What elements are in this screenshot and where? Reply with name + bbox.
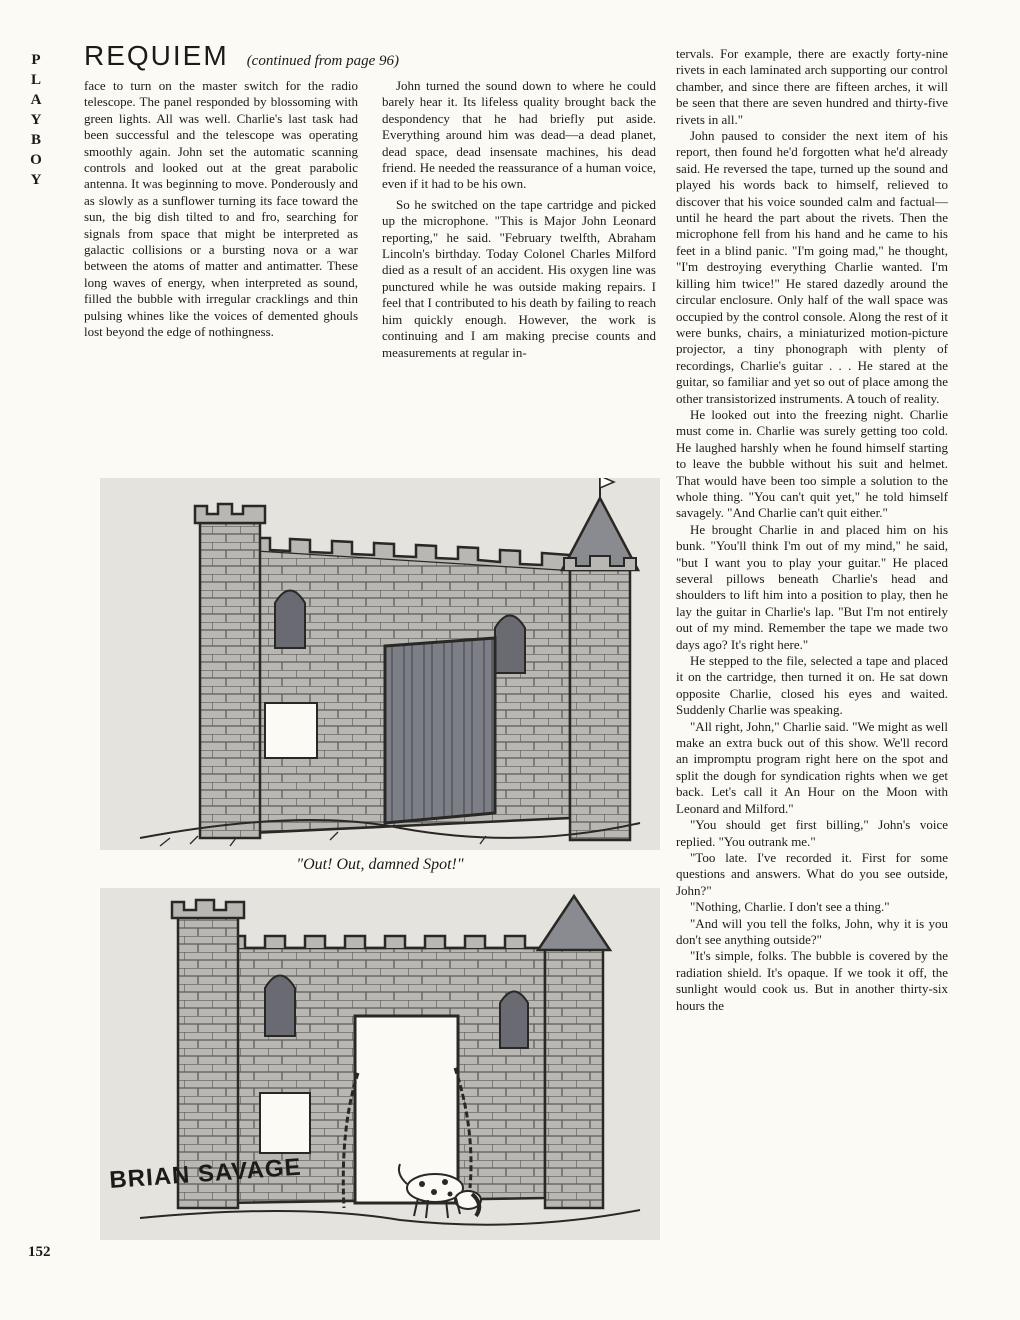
text-column-3	[676, 46, 948, 1014]
paragraph: He brought Charlie in and placed him on his bunk. "You'll think I'm out of my mind," he said, "but I want you to play your guitar." He placed several pillows beneath Charlie's head and shoulders to lift him into a position to play, then he lay the guitar in Charlie's lap. "But I'm not entirely out of my mind. Remember the tape we made two days ago? It's right here."	[676, 521, 948, 652]
paragraph: John paused to consider the next item of his report, then found he'd forgotten what he'd already said. He reversed the tape, turned up the sound and played his words back to himself, relieved to discover that his voice sounded calm and factual—until he heard the part about the rivets. Then the microphone fell from his hand and he came to his feet in a blind panic. "I'm going mad," he thought, "I'm destroying everything Charlie wanted. I'm killing him twice!" He stared dazedly around the circular enclosure. Only half of the wall space was occupied by the control console. Along the rest of it were bunks, chairs, a miniaturized motion-picture projector, a tiny phonograph with plenty of recordings, Charlie's guitar . . . He stared at the guitar, so familiar and yet so out of place among the other transistorized instruments. A touch of reality.	[676, 128, 948, 406]
magazine-name-vertical: P L A Y B O Y	[30, 52, 42, 188]
paragraph: tervals. For example, there are exactly forty-nine rivets in each laminated arch supporting our control chamber, and since there are fifteen arches, it will be seen that there are seven hundred and thirty-five rivets in all."	[676, 46, 948, 127]
article-header	[84, 40, 644, 76]
paragraph: "Nothing, Charlie. I don't see a thing."	[690, 899, 890, 915]
text-column-2	[382, 78, 656, 361]
paragraph: He stepped to the file, selected a tape and placed it on the cartridge, then turned it on. He sat down opposite Charlie, closed his eyes and waited. Suddenly Charlie was speaking.	[676, 653, 948, 718]
text-column-1	[84, 78, 358, 341]
artist-signature: BRIAN SAVAGE	[108, 1153, 303, 1194]
paragraph: "All right, John," Charlie said. "We might as well make an extra buck out of this show. We'll record an impromptu program right here on the spot and split the dough for syndication rights when we get back. Let's call it An Hour on the Moon with Leonard and Milford."	[676, 718, 948, 816]
cartoon-castle-closed-door	[100, 478, 660, 850]
paragraph: John turned the sound down to where he could barely hear it. Its lifeless quality brought back the despondency that he had briefly put aside. Everything around him was dead—a dead planet, dead space, dead insensate machines, his dead friend. He needed the reassurance of a human voice, even if it had to be his own.	[382, 78, 656, 192]
paragraph: "And will you tell the folks, John, why it is you don't see anything outside?"	[676, 915, 948, 947]
paragraph: He looked out into the freezing night. Charlie must come in. Charlie was surely getting too cold. He laughed harshly when he found himself starting to leave the bubble without his suit and helmet. That would have been too simple a solution to the whole thing. "You can't quit yet," he told himself savagely. "And Charlie can't quit either."	[676, 406, 948, 521]
page-number: 152	[28, 1244, 51, 1260]
paragraph: "It's simple, folks. The bubble is covered by the radiation shield. It's opaque. If we took it off, the sunlight would cook us. But in another thirty-six hours the	[676, 948, 948, 1013]
cartoon-castle-open-gate	[100, 888, 660, 1240]
paragraph: "Too late. I've recorded it. First for some questions and answers. What do you see outside, John?"	[676, 849, 948, 898]
paragraph: So he switched on the tape cartridge and picked up the microphone. "This is Major John Leonard reporting," he said. "February twelfth, Abraham Lincoln's birthday. Today Colonel Charles Milford died as a result of an accident. His oxygen line was punctured while he was outside making repairs. I feel that I contributed to his death by failing to reach him quickly enough. However, the work is continuing and I am making precise counts and measurements at regular in-	[382, 196, 656, 360]
continued-note: (continued from page 96)	[246, 53, 400, 69]
paragraph: "You should get first billing," John's voice replied. "You outrank me."	[676, 817, 948, 849]
paragraph: face to turn on the master switch for the radio telescope. The panel responded by blossoming with green lights. All was well. Charlie's last task had been successful and the telescope was operating smoothly again. John set the automatic scanning controls and looked out at the great parabolic antenna. It was beginning to move. Ponderously and as slowly as a sunflower turning its face toward the sun, the big dish tilted to and fro, searching for signals from space that might be interpreted as galactic collisions or a bursting nova or a war between the atoms of matter and antimatter. These long waves of energy, when interpreted as sound, filled the bubble with irregular cracklings and thin pulsing whines like the voices of demented ghouls lost beyond the edge of nothingness.	[84, 78, 358, 340]
cartoon-caption: "Out! Out, damned Spot!"	[296, 856, 464, 873]
article-title: REQUIEM	[84, 40, 229, 71]
